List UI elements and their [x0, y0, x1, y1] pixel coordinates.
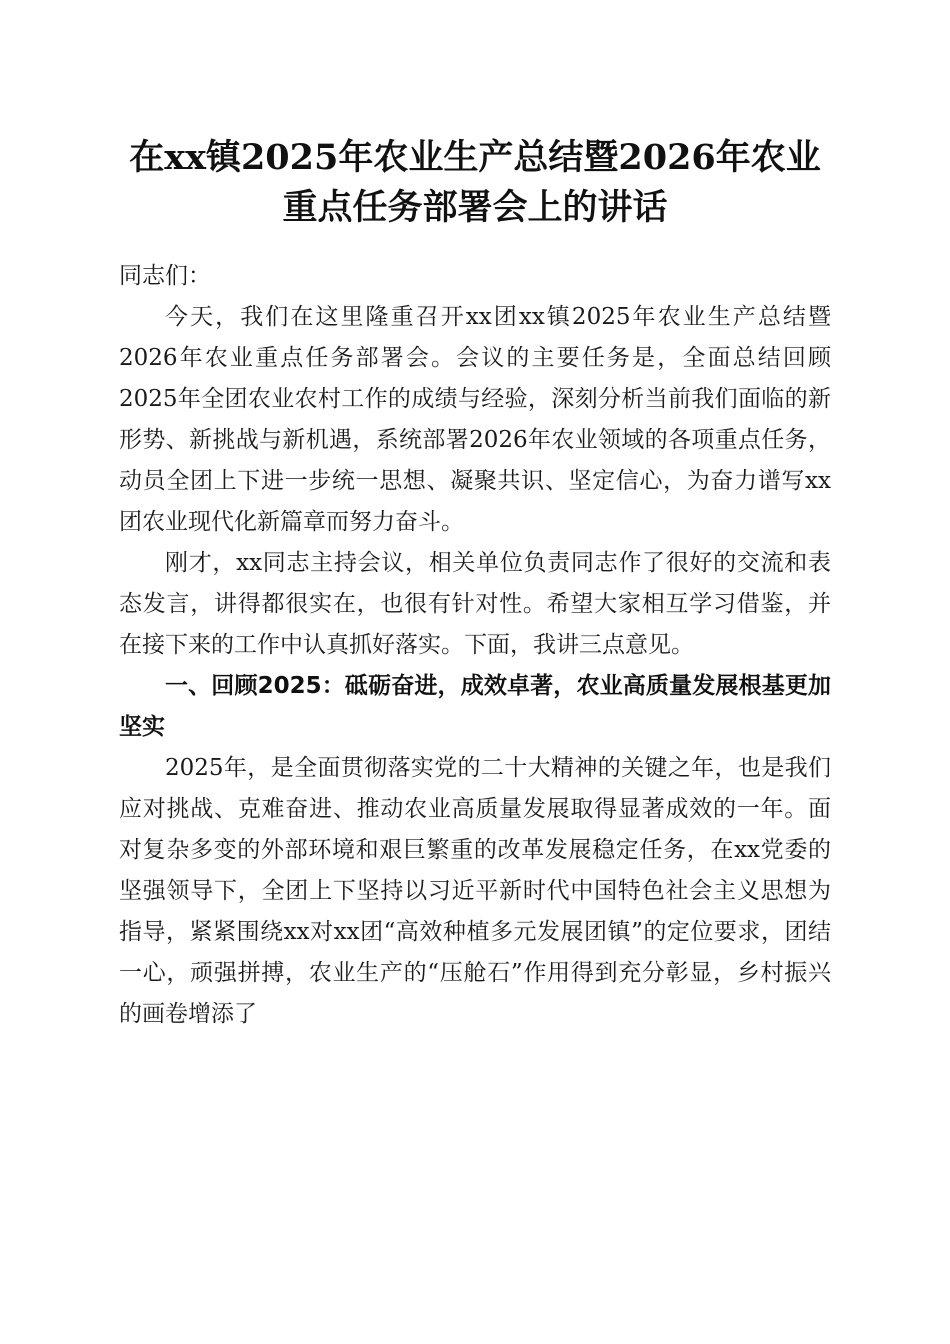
- document-title: [100, 133, 850, 233]
- title-line-2: 重点任务部署会上的讲话: [282, 187, 668, 228]
- section-heading-1: 一、回顾2025：砥砺奋进，成效卓著，农业高质量发展根基更加坚实: [119, 673, 831, 740]
- paragraph-agenda: 刚才，xx同志主持会议，相关单位负责同志作了很好的交流和表态发言，讲得都很实在，也很有针对性。希望大家相互学习借鉴，并在接下来的工作中认真抓好落实。下面，我讲三点意见。: [119, 550, 831, 658]
- paragraph-section-1: 2025年，是全面贯彻落实党的二十大精神的关键之年，也是我们应对挑战、克难奋进、推动农业高质量发展取得显著成效的一年。面对复杂多变的外部环境和艰巨繁重的改革发展稳定任务，在xx党委的坚强领导下，全团上下坚持以习近平新时代中国特色社会主义思想为指导，紧紧围绕xx对xx团“高效种植多元发展团镇”的定位要求，团结一心，顽强拼搏，农业生产的“压舱石”作用得到充分彰显，乡村振兴的画卷增添了: [119, 755, 831, 1027]
- document-body: [119, 256, 831, 1035]
- title-line-1: 在xx镇2025年农业生产总结暨2026年农业: [129, 137, 821, 178]
- salutation: 同志们：: [119, 263, 211, 289]
- paragraph-opening: 今天，我们在这里隆重召开xx团xx镇2025年农业生产总结暨2026年农业重点任务部署会。会议的主要任务是，全面总结回顾2025年全团农业农村工作的成绩与经验，深刻分析当前我们面临的新形势、新挑战与新机遇，系统部署2026年农业领域的各项重点任务，动员全团上下进一步统一思想、凝聚共识、坚定信心，为奋力谱写xx团农业现代化新篇章而努力奋斗。: [119, 304, 831, 535]
